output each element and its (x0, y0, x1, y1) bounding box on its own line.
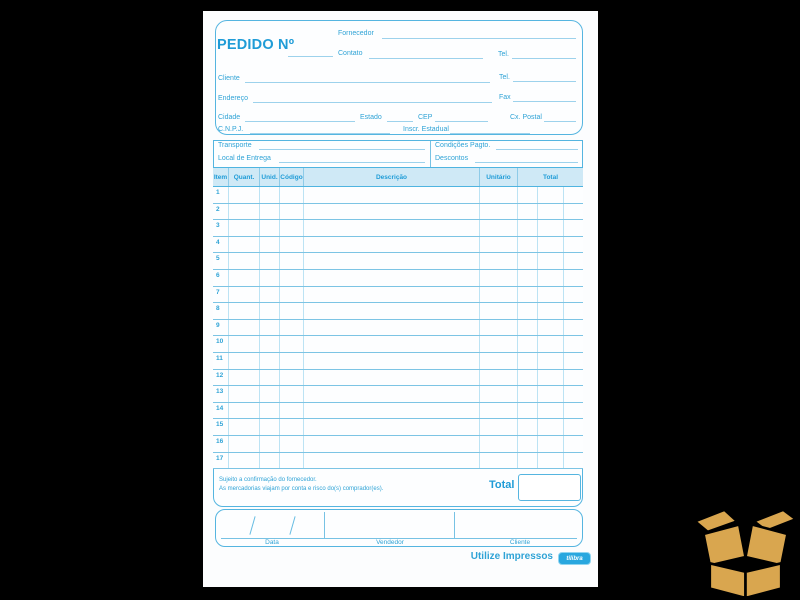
empty-cell (518, 270, 583, 286)
item-number-cell: 6 (213, 270, 229, 286)
empty-cell (229, 303, 260, 319)
cents-divider (537, 270, 538, 286)
table-row (213, 453, 583, 470)
empty-cell (280, 353, 304, 369)
empty-cell (280, 403, 304, 419)
column-header-total: Total (542, 173, 559, 181)
empty-cell (229, 386, 260, 402)
empty-cell (260, 270, 280, 286)
signature-divider-2 (454, 512, 455, 538)
cents-divider (563, 204, 564, 220)
cents-divider (563, 287, 564, 303)
cents-divider (537, 403, 538, 419)
empty-cell (480, 220, 518, 236)
transporte-line (259, 149, 425, 150)
label-cliente: Cliente (218, 75, 240, 82)
cents-divider (563, 353, 564, 369)
cep-line (435, 121, 488, 122)
cents-divider (563, 253, 564, 269)
empty-cell (480, 187, 518, 203)
empty-cell (229, 453, 260, 469)
tel-contato-line (512, 58, 576, 59)
item-number-cell: 14 (213, 403, 229, 419)
empty-cell (518, 370, 583, 386)
empty-cell (480, 436, 518, 452)
order-form-page (203, 11, 598, 587)
empty-cell (229, 336, 260, 352)
shipping-divider (430, 141, 431, 167)
empty-cell (480, 419, 518, 435)
empty-cell (280, 436, 304, 452)
empty-cell (518, 386, 583, 402)
empty-cell (260, 353, 280, 369)
item-number-cell: 13 (213, 386, 229, 402)
cents-divider (537, 204, 538, 220)
empty-cell (480, 270, 518, 286)
empty-cell (480, 403, 518, 419)
empty-cell (480, 320, 518, 336)
cents-divider (537, 336, 538, 352)
empty-cell (260, 419, 280, 435)
empty-cell (260, 303, 280, 319)
cents-divider (563, 453, 564, 469)
item-number-cell: 15 (213, 419, 229, 435)
empty-cell (229, 436, 260, 452)
item-number-cell: 11 (213, 353, 229, 369)
label-estado: Estado (360, 114, 382, 121)
empty-cell (280, 386, 304, 402)
items-table (213, 167, 583, 469)
table-row (213, 353, 583, 370)
item-number-cell: 7 (213, 287, 229, 303)
empty-cell (229, 220, 260, 236)
table-row (213, 187, 583, 204)
cents-divider (537, 386, 538, 402)
empty-cell (480, 237, 518, 253)
cents-divider (537, 303, 538, 319)
empty-cell (304, 204, 480, 220)
item-number-cell: 5 (213, 253, 229, 269)
empty-cell (260, 253, 280, 269)
item-number-cell: 12 (213, 370, 229, 386)
condicoes-pagto-line (496, 149, 578, 150)
label-cep: CEP (418, 114, 433, 121)
empty-cell (304, 237, 480, 253)
cents-divider (563, 419, 564, 435)
empty-cell (280, 270, 304, 286)
label-insc-estadual: Inscr. Estadual (403, 126, 449, 133)
tel-cliente-line (513, 81, 576, 82)
label-tel-cliente: Tel. (499, 74, 510, 81)
form-title: PEDIDO Nº (217, 37, 295, 53)
cents-divider (537, 353, 538, 369)
empty-cell (229, 287, 260, 303)
item-number-cell: 10 (213, 336, 229, 352)
empty-cell (304, 220, 480, 236)
table-header-row (213, 167, 583, 187)
item-number-cell: 16 (213, 436, 229, 452)
cents-divider (537, 220, 538, 236)
empty-cell (280, 320, 304, 336)
date-slash-2 (289, 516, 295, 535)
estado-line (387, 121, 413, 122)
empty-cell (260, 453, 280, 469)
descontos-line (475, 162, 578, 163)
empty-cell (304, 386, 480, 402)
label-fax: Fax (499, 94, 511, 101)
cents-divider (563, 386, 564, 402)
empty-cell (304, 436, 480, 452)
empty-cell (518, 220, 583, 236)
label-tel-contato: Tel. (498, 51, 509, 58)
empty-cell (518, 436, 583, 452)
empty-cell (518, 419, 583, 435)
cents-divider (537, 253, 538, 269)
empty-cell (260, 320, 280, 336)
empty-cell (260, 436, 280, 452)
table-row (213, 253, 583, 270)
brand-slogan: Utilize Impressos (470, 551, 553, 562)
empty-cell (260, 336, 280, 352)
empty-cell (280, 370, 304, 386)
empty-cell (480, 453, 518, 469)
open-box-icon (693, 496, 798, 596)
empty-cell (260, 237, 280, 253)
cents-divider (537, 419, 538, 435)
empty-cell (280, 220, 304, 236)
empty-cell (280, 303, 304, 319)
table-row (213, 220, 583, 237)
cents-divider (563, 436, 564, 452)
column-header-unid: Unid. (260, 168, 280, 186)
table-row (213, 303, 583, 320)
empty-cell (260, 220, 280, 236)
label-data: Data (265, 539, 279, 546)
empty-cell (480, 336, 518, 352)
table-row (213, 270, 583, 287)
cnpj-line (250, 133, 390, 134)
signature-divider-1 (324, 512, 325, 538)
item-number-cell: 4 (213, 237, 229, 253)
empty-cell (260, 187, 280, 203)
table-row (213, 386, 583, 403)
empty-cell (229, 370, 260, 386)
confirmation-note-1: Sujeito a confirmação do fornecedor. (219, 477, 317, 483)
empty-cell (280, 336, 304, 352)
empty-cell (304, 320, 480, 336)
cents-divider (537, 453, 538, 469)
table-row (213, 237, 583, 254)
item-number-cell: 3 (213, 220, 229, 236)
cents-divider (563, 403, 564, 419)
empty-cell (229, 320, 260, 336)
empty-cell (304, 453, 480, 469)
fornecedor-line (382, 38, 576, 39)
empty-cell (304, 353, 480, 369)
table-row (213, 320, 583, 337)
empty-cell (480, 370, 518, 386)
empty-cell (260, 287, 280, 303)
cents-divider (537, 370, 538, 386)
table-row (213, 204, 583, 221)
empty-cell (480, 353, 518, 369)
empty-cell (304, 419, 480, 435)
fax-line (513, 101, 576, 102)
table-row (213, 436, 583, 453)
item-number-cell: 1 (213, 187, 229, 203)
label-transporte: Transporte (218, 142, 252, 149)
empty-cell (518, 237, 583, 253)
empty-cell (280, 237, 304, 253)
empty-cell (229, 237, 260, 253)
empty-cell (260, 403, 280, 419)
tilibra-logo: tilibra (558, 552, 591, 565)
empty-cell (229, 403, 260, 419)
column-header-cdigo: Código (280, 168, 304, 186)
empty-cell (304, 287, 480, 303)
label-contato: Contato (338, 50, 363, 57)
label-condicoes-pagto: Condições Pagto. (435, 142, 491, 149)
label-endereco: Endereço (218, 95, 248, 102)
label-fornecedor: Fornecedor (338, 30, 374, 37)
column-header-descrio: Descrição (304, 168, 480, 186)
empty-cell (260, 204, 280, 220)
empty-cell (518, 204, 583, 220)
empty-cell (304, 370, 480, 386)
cents-divider (563, 187, 564, 203)
empty-cell (280, 453, 304, 469)
empty-cell (229, 353, 260, 369)
cents-divider (563, 370, 564, 386)
empty-cell (518, 403, 583, 419)
table-row (213, 403, 583, 420)
column-header-item: Item (213, 168, 229, 186)
empty-cell (518, 336, 583, 352)
label-cnpj: C.N.P.J. (218, 126, 244, 133)
empty-cell (518, 320, 583, 336)
label-vendedor: Vendedor (376, 539, 404, 546)
empty-cell (304, 270, 480, 286)
label-local-entrega: Local de Entrega (218, 155, 271, 162)
cents-divider (537, 436, 538, 452)
cents-divider (563, 336, 564, 352)
empty-cell (480, 303, 518, 319)
cents-divider (563, 303, 564, 319)
empty-cell (280, 204, 304, 220)
cliente-line (245, 82, 490, 83)
total-label: Total (489, 479, 515, 491)
empty-cell (229, 270, 260, 286)
empty-cell (518, 303, 583, 319)
table-body (213, 187, 583, 469)
insc-estadual-line (450, 133, 530, 134)
table-row (213, 419, 583, 436)
total-value-box (518, 474, 581, 501)
cx-postal-line (544, 121, 576, 122)
empty-cell (229, 187, 260, 203)
order-number-line (288, 56, 333, 57)
empty-cell (229, 419, 260, 435)
empty-cell (280, 253, 304, 269)
empty-cell (229, 253, 260, 269)
empty-cell (518, 187, 583, 203)
item-number-cell: 17 (213, 453, 229, 469)
label-descontos: Descontos (435, 155, 469, 162)
label-cliente-assinatura: Cliente (509, 539, 531, 546)
local-entrega-line (279, 162, 425, 163)
empty-cell (480, 386, 518, 402)
empty-cell (260, 370, 280, 386)
item-number-cell: 9 (213, 320, 229, 336)
cidade-line (245, 121, 355, 122)
empty-cell (304, 253, 480, 269)
empty-cell (518, 253, 583, 269)
empty-cell (518, 353, 583, 369)
empty-cell (280, 419, 304, 435)
table-row (213, 370, 583, 387)
column-header-unitrio: Unitário (480, 168, 518, 186)
empty-cell (280, 187, 304, 203)
cents-divider (537, 187, 538, 203)
empty-cell (480, 204, 518, 220)
label-cx-postal: Cx. Postal (510, 114, 542, 121)
cents-divider (563, 237, 564, 253)
empty-cell (280, 287, 304, 303)
empty-cell (518, 453, 583, 469)
date-slash-1 (249, 516, 255, 535)
cents-divider (537, 287, 538, 303)
empty-cell (229, 204, 260, 220)
empty-cell (304, 403, 480, 419)
cents-divider (537, 320, 538, 336)
empty-cell (260, 386, 280, 402)
empty-cell (518, 287, 583, 303)
cents-divider (563, 220, 564, 236)
empty-cell (480, 253, 518, 269)
item-number-cell: 2 (213, 204, 229, 220)
cents-divider (563, 320, 564, 336)
item-number-cell: 8 (213, 303, 229, 319)
table-row (213, 287, 583, 304)
cents-divider (537, 237, 538, 253)
label-cidade: Cidade (218, 114, 241, 121)
empty-cell (304, 303, 480, 319)
empty-cell (304, 336, 480, 352)
empty-cell (304, 187, 480, 203)
table-row (213, 336, 583, 353)
confirmation-note-2: As mercadorias viajam por conta e risco do(s) comprador(es). (219, 486, 384, 492)
contato-line (369, 58, 483, 59)
column-header-quant: Quant. (229, 168, 260, 186)
signature-box (215, 509, 583, 547)
empty-cell (480, 287, 518, 303)
endereco-line (253, 102, 492, 103)
cents-divider (563, 270, 564, 286)
